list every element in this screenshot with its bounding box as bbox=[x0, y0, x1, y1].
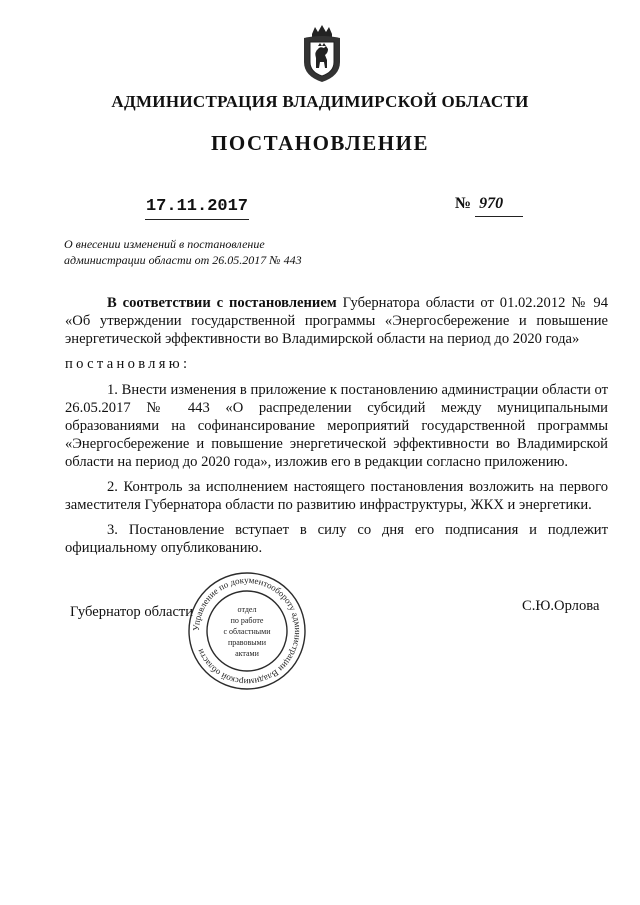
item-paragraph: 3. Постановление вступает в силу со дня его подписания и подлежит официальному опубликованию. bbox=[65, 522, 608, 556]
intro-lead: В соответствии с постановлением bbox=[107, 295, 337, 311]
svg-text:с областными: с областными bbox=[223, 627, 271, 636]
document-date: 17.11.2017 bbox=[145, 197, 249, 220]
document-number bbox=[455, 195, 523, 217]
document-subject bbox=[64, 236, 304, 268]
number-value: 970 bbox=[475, 195, 523, 217]
document-body bbox=[65, 294, 608, 564]
intro-paragraph bbox=[65, 294, 608, 348]
signature-name: С.Ю.Орлова bbox=[522, 598, 600, 614]
number-prefix: № bbox=[455, 195, 472, 212]
official-stamp bbox=[186, 570, 308, 692]
stamp-ring-text: Управление по документообороту администрации Владимирской области bbox=[190, 574, 304, 688]
svg-text:отдел: отдел bbox=[237, 605, 257, 614]
intro-rest: Губернатора области от 01.02.2012 № 94 «Об утверждении государственной программы «Энергосбережение и повышение энергетической эффективности во Владимирской области на период до 2020 года» bbox=[65, 295, 608, 347]
svg-text:актами: актами bbox=[235, 649, 259, 658]
document-type-title: ПОСТАНОВЛЕНИЕ bbox=[211, 131, 429, 155]
item-paragraph: 1. Внести изменения в приложение к постановлению администрации области от 26.05.2017 № 443 «О распределении субсидий между муниципальными образованиями на софинансирование мероприятий государственной программы «Энергосбережение и повышение энергетической эффективности во Владимирской области на период до 2020 года», изложив его в редакции согласно приложению. bbox=[65, 382, 608, 470]
subject-line: О внесении изменений в постановление bbox=[64, 237, 265, 251]
signature-position: Губернатор области bbox=[70, 604, 194, 620]
stamp-inner-text bbox=[223, 605, 271, 658]
subject-line: администрации области от 26.05.2017 № 443 bbox=[64, 253, 302, 267]
svg-text:по работе: по работе bbox=[230, 616, 264, 625]
coat-of-arms-icon bbox=[298, 24, 346, 84]
item-paragraph: 2. Контроль за исполнением настоящего постановления возложить на первого заместителя Губернатора области по развитию инфраструктуры, ЖКХ и энергетики. bbox=[65, 479, 608, 513]
organization-title: АДМИНИСТРАЦИЯ ВЛАДИМИРСКОЙ ОБЛАСТИ bbox=[111, 92, 529, 111]
svg-text:правовыми: правовыми bbox=[227, 638, 267, 647]
decree-word: постановляю: bbox=[65, 356, 191, 372]
